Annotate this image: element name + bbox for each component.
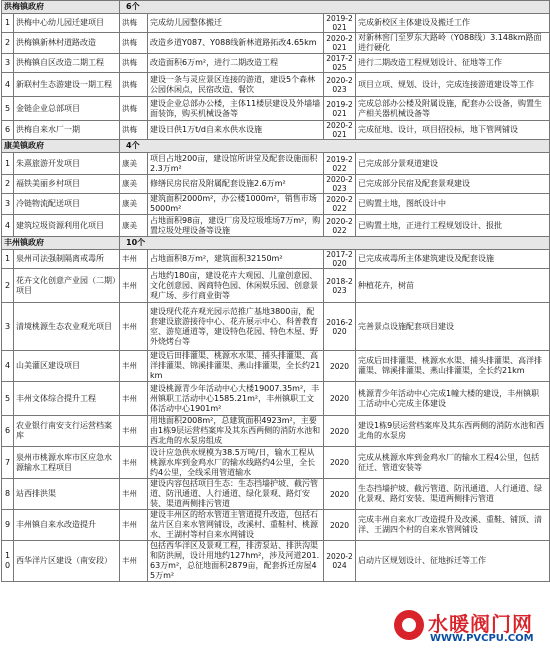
watermark-url: WWW.PVCPU.COM — [430, 633, 534, 644]
row-number: 2 — [2, 175, 14, 194]
annual-plan: 已完成部分景观道建设 — [356, 153, 550, 175]
project-name: 洪梅中心幼儿园迁建项目 — [14, 14, 120, 33]
project-years: 2017-2025 — [324, 54, 356, 73]
table-row — [2, 14, 550, 33]
project-years: 2020 — [324, 382, 356, 416]
row-number: 7 — [2, 447, 14, 479]
table-row — [2, 73, 550, 97]
row-number: 1 — [2, 14, 14, 33]
project-name: 花卉文化创意产业园（二期）项目 — [14, 269, 120, 303]
watermark — [394, 608, 544, 650]
row-number: 9 — [2, 510, 14, 541]
table-row — [2, 541, 550, 582]
project-name: 冷链物流配送项目 — [14, 194, 120, 215]
row-number: 5 — [2, 97, 14, 121]
construction-content: 建设现代花卉观光园示范推广基地3800亩，配套建设旅游接待中心、花卉展示中心、科普教育室、游览通道等，建设特色花园、特色木屋、野外烧烤台等 — [148, 303, 324, 351]
section-title: 洪梅镇政府 — [2, 1, 120, 14]
project-name: 福铁美丽乡村项目 — [14, 175, 120, 194]
table-row — [2, 175, 550, 194]
row-number: 3 — [2, 54, 14, 73]
table-row — [2, 54, 550, 73]
project-years: 2020-2023 — [324, 73, 356, 97]
project-name: 丰州文体综合提升工程 — [14, 382, 120, 416]
project-years: 2020 — [324, 479, 356, 510]
project-name: 泉州司法强制隔离戒毒所 — [14, 250, 120, 269]
project-name: 农业银行南安支行运营档案库 — [14, 416, 120, 447]
table-row — [2, 97, 550, 121]
annual-plan: 已完成部分民宿及配套景观建设 — [356, 175, 550, 194]
construction-content: 建设丰州区的给水管道主管道提升改造，包括石盆片区自来水管网铺设，改溪村、重鞋村、桃源水、王湖村等村自来水网铺设 — [148, 510, 324, 541]
location: 康美 — [120, 175, 148, 194]
location: 洪梅 — [120, 97, 148, 121]
project-name: 朱熹旅游开发项目 — [14, 153, 120, 175]
project-years: 2019-2021 — [324, 97, 356, 121]
project-name: 泉州市桃源水库市区应急水源输水工程项目 — [14, 447, 120, 479]
construction-content: 完成幼儿园整体搬迁 — [148, 14, 324, 33]
row-number: 1 — [2, 250, 14, 269]
annual-plan: 建设1栋9层运营档案库及其东西两侧的消防水池和西北角的水泵房 — [356, 416, 550, 447]
project-years: 2020-2021 — [324, 121, 356, 140]
construction-content: 改造面积6万m²，进行二期改造工程 — [148, 54, 324, 73]
project-name: 清境桃源生态农业观光项目 — [14, 303, 120, 351]
location: 洪梅 — [120, 121, 148, 140]
project-name: 山美灌区建设项目 — [14, 351, 120, 382]
annual-plan: 已完成戒毒所主体建筑建设及配套设施 — [356, 250, 550, 269]
construction-content: 占地约180亩，建设花卉大观园、儿童创意园、文化创意园、阁商特色园、休闲娱乐园、创意景观广场、步行商业街等 — [148, 269, 324, 303]
project-years: 2020-2022 — [324, 194, 356, 215]
row-number: 5 — [2, 382, 14, 416]
project-years: 2019-2021 — [324, 14, 356, 33]
row-number: 4 — [2, 351, 14, 382]
project-years: 2020 — [324, 351, 356, 382]
location: 洪梅 — [120, 33, 148, 54]
annual-plan: 完成丰州自来水厂改造提升及改溪、重鞋、铺顶、清洋、王湖四个村的自来水管网铺设 — [356, 510, 550, 541]
construction-content: 用地面积2008m²，总建筑面积4923m²，主要由1栋9层运营档案库及其东西两侧的消防水池和西北角的水泵房组成 — [148, 416, 324, 447]
project-years: 2020 — [324, 510, 356, 541]
location: 洪梅 — [120, 14, 148, 33]
table-row — [2, 382, 550, 416]
project-years: 2020-2023 — [324, 175, 356, 194]
section-count: 10个 — [120, 237, 550, 250]
location: 丰州 — [120, 303, 148, 351]
row-number: 4 — [2, 73, 14, 97]
row-number: 6 — [2, 416, 14, 447]
annual-plan: 种植花卉，树苗 — [356, 269, 550, 303]
construction-content: 改造乡道Y087、Y088线新林道路拓改4.65km — [148, 33, 324, 54]
location: 洪梅 — [120, 54, 148, 73]
table-row — [2, 250, 550, 269]
construction-content: 项目占地200亩，建设馆所讲堂及配套设施面积2.3万m² — [148, 153, 324, 175]
location: 丰州 — [120, 416, 148, 447]
project-years: 2018-2023 — [324, 269, 356, 303]
project-years: 2020 — [324, 416, 356, 447]
table-row — [2, 303, 550, 351]
row-number: 3 — [2, 303, 14, 351]
table-row — [2, 416, 550, 447]
construction-content: 建设企业总部办公楼，主体11楼层建设及外墙墙面装饰，购买机械设备等 — [148, 97, 324, 121]
project-name: 新联村生态游建设一期工程 — [14, 73, 120, 97]
project-name: 站西排洪渠 — [14, 479, 120, 510]
row-number: 2 — [2, 33, 14, 54]
section-header — [2, 140, 550, 153]
construction-content: 设计应急供水规模为38.5万吨/日，输水工程从桃源水库到金鸡水厂的输水线路约4公里，全长约4公里，全线采用管道输水 — [148, 447, 324, 479]
construction-content: 占地面积8万m²，建筑面积32150m² — [148, 250, 324, 269]
project-name: 洪梅自来水厂一期 — [14, 121, 120, 140]
table-row — [2, 121, 550, 140]
row-number: 2 — [2, 269, 14, 303]
section-header — [2, 1, 550, 14]
location: 丰州 — [120, 510, 148, 541]
project-name: 洪梅镇新林村道路改造 — [14, 33, 120, 54]
annual-plan: 桃源青少年活动中心完成1幢大楼的建设，丰州镇职工活动中心完成主体建设 — [356, 382, 550, 416]
annual-plan: 完成从桃源水库到金鸡水厂的输水工程4公里，包括征迁、管道安装等 — [356, 447, 550, 479]
table-row — [2, 215, 550, 237]
section-title: 康美镇政府 — [2, 140, 120, 153]
construction-content: 占地面积98亩，建设厂房及垃圾堆场7万m²，购置垃圾处理设备等设施 — [148, 215, 324, 237]
construction-content: 建设后田排灌渠、桃源水水渠、捕头排灌渠、高洋排灌渠、锦溪排灌渠、燕山排灌渠，全长约21km — [148, 351, 324, 382]
table-row — [2, 194, 550, 215]
location: 丰州 — [120, 351, 148, 382]
valve-logo-icon — [394, 610, 424, 640]
location: 康美 — [120, 194, 148, 215]
annual-plan: 完成总部办公楼及附属设施，配套办公设备，购置生产相关器机械设备等 — [356, 97, 550, 121]
location: 丰州 — [120, 479, 148, 510]
location: 康美 — [120, 215, 148, 237]
table-row — [2, 269, 550, 303]
table-row — [2, 447, 550, 479]
project-years: 2019-2022 — [324, 153, 356, 175]
annual-plan: 项目立项、规划、设计，完成连接游道建设等工作 — [356, 73, 550, 97]
row-number: 8 — [2, 479, 14, 510]
section-count: 6个 — [120, 1, 550, 14]
table-row — [2, 33, 550, 54]
project-name: 建筑垃圾资源利用化项目 — [14, 215, 120, 237]
location: 丰州 — [120, 541, 148, 582]
section-header — [2, 237, 550, 250]
project-name: 洪梅镇自区改造二期工程 — [14, 54, 120, 73]
project-years: 2017-2020 — [324, 250, 356, 269]
project-table — [1, 0, 550, 582]
annual-plan: 进行二期改造工程规划设计、征地等工作 — [356, 54, 550, 73]
location: 丰州 — [120, 382, 148, 416]
construction-content: 修缮民房民宿及附属配套设施2.6万m² — [148, 175, 324, 194]
construction-content: 建设一条与灵应景区连接的游道，建设5个森林公园休闲点，民宿改造、餐饮 — [148, 73, 324, 97]
table-row — [2, 153, 550, 175]
project-years: 2016-2020 — [324, 303, 356, 351]
project-name: 金链企业总部项目 — [14, 97, 120, 121]
project-name: 西华洋片区建设（南安段） — [14, 541, 120, 582]
annual-plan: 完成征地、设计，项目招投标，地下管网铺设 — [356, 121, 550, 140]
row-number: 1 — [2, 153, 14, 175]
annual-plan: 启动片区规划设计、征地拆迁等工作 — [356, 541, 550, 582]
watermark-title: 水暖阀门网 — [428, 612, 533, 636]
annual-plan: 已购置土地，图纸设计中 — [356, 194, 550, 215]
table-row — [2, 479, 550, 510]
row-number: 6 — [2, 121, 14, 140]
annual-plan: 完成后田排灌渠、桃源水水渠、捕头排灌渠、高洋排灌渠、锦溪排灌渠、燕山排灌渠，全长约21km — [356, 351, 550, 382]
project-years: 2020-2022 — [324, 215, 356, 237]
row-number: 10 — [2, 541, 14, 582]
annual-plan: 已购置土地，正进行工程规划设计、报批 — [356, 215, 550, 237]
construction-content: 建筑面积2000m²，办公楼1000m²，销售市场5000m² — [148, 194, 324, 215]
annual-plan: 完善景点设施配套项目建设 — [356, 303, 550, 351]
section-title: 丰州镇政府 — [2, 237, 120, 250]
location: 丰州 — [120, 250, 148, 269]
row-number: 4 — [2, 215, 14, 237]
construction-content: 建设内容包括项目生态：生态挡墙护坡、截污管道、防汛通道、人行通道、绿化景观、路灯安装、渠道两侧排污管道 — [148, 479, 324, 510]
location: 洪梅 — [120, 73, 148, 97]
project-years: 2020-2021 — [324, 33, 356, 54]
row-number: 3 — [2, 194, 14, 215]
project-name: 丰州镇自来水改造提升 — [14, 510, 120, 541]
location: 康美 — [120, 153, 148, 175]
table-row — [2, 510, 550, 541]
annual-plan: 对新林窖门至罗东大路岭（Y088线）3.148km路面进行硬化 — [356, 33, 550, 54]
construction-content: 包括西华洋区及景观工程，排涝泵站、排洪沟渠和防洪闸，设计用地约127hm²，涉及河道201.63万m²，总征地面积2879亩，配套拆迁房屋45万m² — [148, 541, 324, 582]
annual-plan: 生态挡墙护坡、截污管道、防汛通道、人行通道、绿化景观、路灯安装、渠道两侧排污管道 — [356, 479, 550, 510]
table-row — [2, 351, 550, 382]
construction-content: 建设桃源青少年活动中心大楼19007.35m²，丰州镇职工活动中心1585.21m²，丰州镇职工文体活动中心1901m² — [148, 382, 324, 416]
project-years: 2020 — [324, 447, 356, 479]
construction-content: 建设日供1万t/d自来水供水设施 — [148, 121, 324, 140]
project-years: 2020-2024 — [324, 541, 356, 582]
annual-plan: 完成新校区主体建设及搬迁工作 — [356, 14, 550, 33]
location: 丰州 — [120, 447, 148, 479]
location: 丰州 — [120, 269, 148, 303]
section-count: 4个 — [120, 140, 550, 153]
